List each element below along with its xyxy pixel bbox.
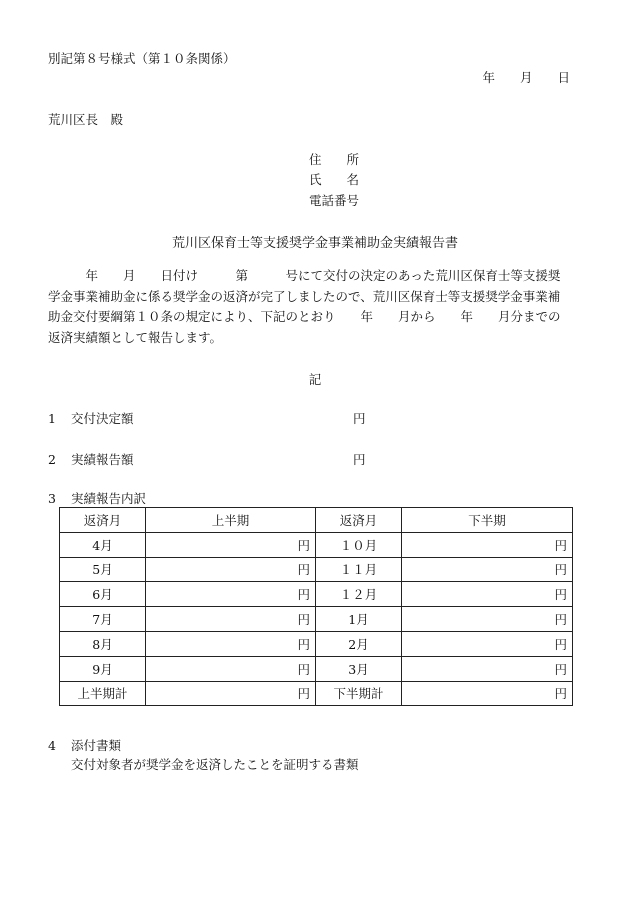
header-first-half: 上半期 — [146, 508, 316, 533]
month-cell: 4月 — [60, 532, 146, 557]
item-number: 3 — [48, 491, 56, 506]
month-cell: 3月 — [316, 656, 402, 681]
item-actual-amount — [48, 450, 134, 468]
body-text: 年 月 日付け 第 号にて交付の決定のあった荒川区保育士等支援奨 学金事業補助金に係る奨学金の返済が完了しましたので、荒川区保育士等支援奨学金事業補 助金交付要綱第１０条の規定により、下記のとおり 年 月から 年 月分までの 返済実績額として報告します。 — [48, 268, 561, 345]
amount-cell: 円 — [146, 656, 316, 681]
amount-cell: 円 — [402, 656, 573, 681]
applicant-phone-label: 電話番号 — [309, 193, 360, 208]
item-breakdown — [48, 489, 146, 507]
amount-cell: 円 — [402, 631, 573, 656]
item-number: 2 — [48, 452, 56, 467]
ki-heading: 記 — [308, 372, 322, 387]
amount-cell: 円 — [146, 681, 316, 706]
month-cell: １１月 — [316, 557, 402, 582]
applicant-address-label: 住 所 — [309, 152, 360, 167]
table-total-row — [60, 681, 573, 706]
month-cell: 5月 — [60, 557, 146, 582]
table-row — [60, 631, 573, 656]
amount-cell: 円 — [146, 557, 316, 582]
applicant-name-label: 氏 名 — [309, 172, 360, 187]
header-month-second: 返済月 — [316, 508, 402, 533]
month-cell: １２月 — [316, 582, 402, 607]
date-line: 年 月 日 — [482, 70, 570, 85]
table-row — [60, 557, 573, 582]
table-row — [60, 582, 573, 607]
item-grant-amount — [48, 409, 134, 427]
item-attachments — [48, 736, 121, 754]
month-cell: 1月 — [316, 607, 402, 632]
table-row — [60, 607, 573, 632]
month-cell: 2月 — [316, 631, 402, 656]
document-title: 荒川区保育士等支援奨学金事業補助金実績報告書 — [171, 236, 458, 251]
amount-cell: 円 — [146, 532, 316, 557]
first-half-total-label: 上半期計 — [60, 681, 146, 706]
header-second-half: 下半期 — [402, 508, 573, 533]
amount-cell: 円 — [402, 532, 573, 557]
amount-cell: 円 — [146, 631, 316, 656]
amount-cell: 円 — [402, 681, 573, 706]
item-label: 添付書類 — [71, 738, 122, 753]
item-label: 交付決定額 — [71, 411, 134, 426]
amount-cell: 円 — [146, 582, 316, 607]
table-row — [60, 656, 573, 681]
month-cell: 8月 — [60, 631, 146, 656]
month-cell: １０月 — [316, 532, 402, 557]
table-header-row — [60, 508, 573, 533]
form-number: 別記第８号様式（第１０条関係） — [48, 51, 236, 66]
amount-cell: 円 — [402, 607, 573, 632]
month-cell: 6月 — [60, 582, 146, 607]
item-label: 実績報告内訳 — [71, 491, 147, 506]
item-label: 実績報告額 — [71, 452, 134, 467]
month-cell: 7月 — [60, 607, 146, 632]
grant-amount-unit: 円 — [353, 411, 366, 426]
table-row — [60, 532, 573, 557]
amount-cell: 円 — [146, 607, 316, 632]
item-number: 4 — [48, 738, 56, 753]
attachment-description: 交付対象者が奨学金を返済したことを証明する書類 — [71, 757, 359, 772]
month-cell: 9月 — [60, 656, 146, 681]
amount-cell: 円 — [402, 582, 573, 607]
header-month-first: 返済月 — [60, 508, 146, 533]
addressee: 荒川区長 殿 — [48, 112, 124, 127]
amount-cell: 円 — [402, 557, 573, 582]
breakdown-table — [59, 507, 573, 706]
second-half-total-label: 下半期計 — [316, 681, 402, 706]
item-number: 1 — [48, 411, 56, 426]
actual-amount-unit: 円 — [353, 452, 366, 467]
